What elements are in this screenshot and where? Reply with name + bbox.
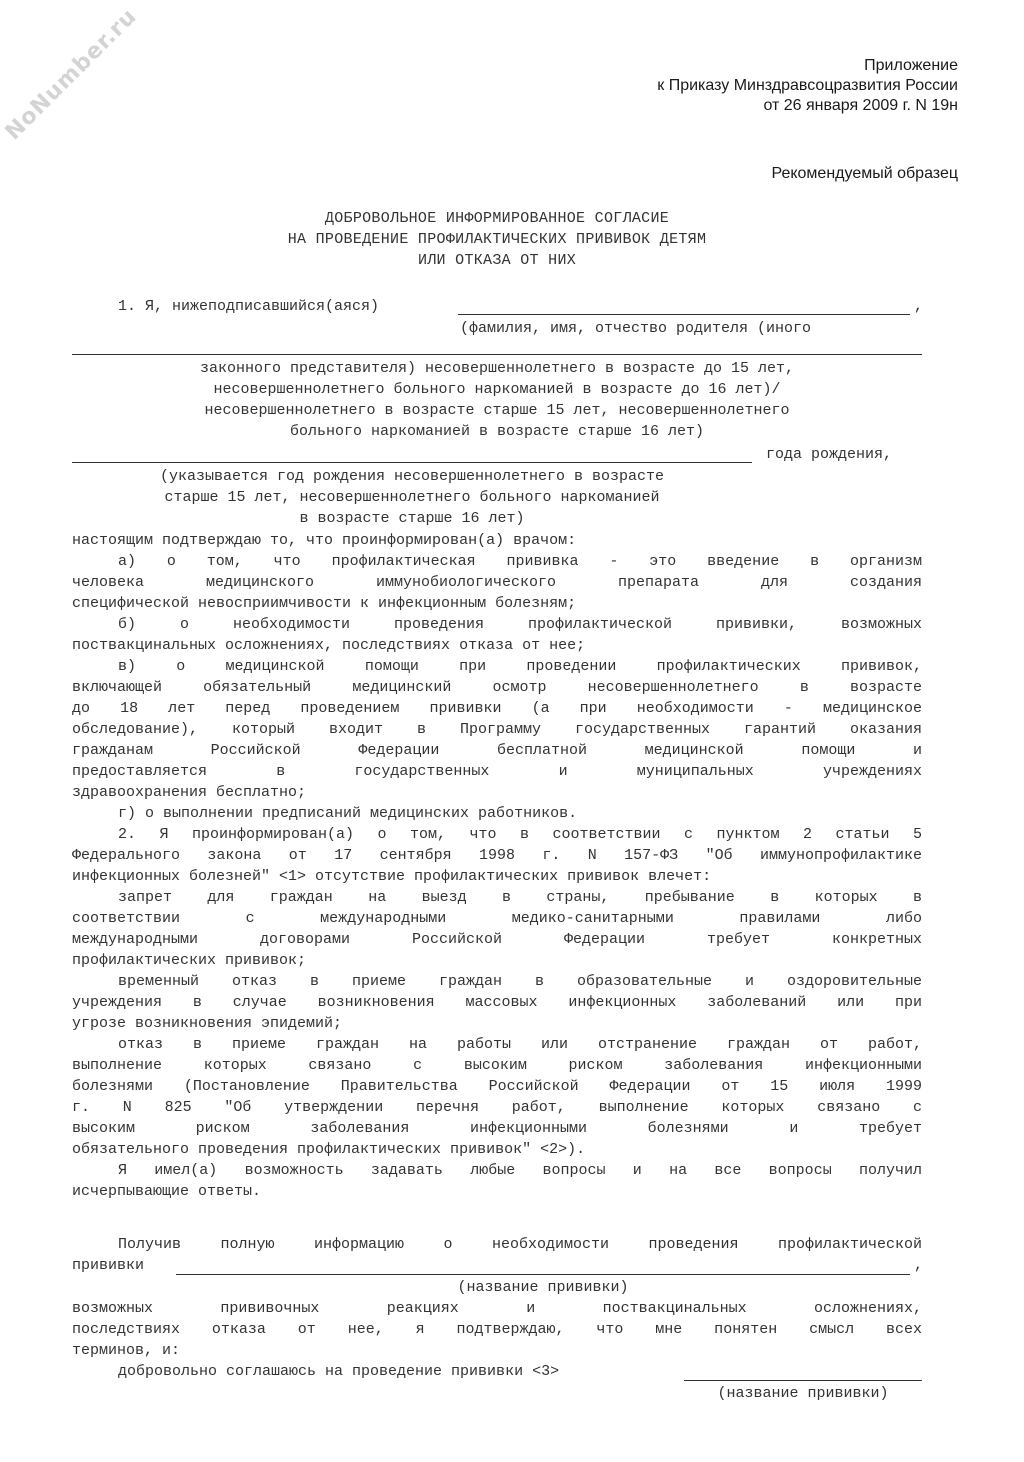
consent-vaccine-hint: (название прививки) — [717, 1385, 889, 1402]
item-a-3: специфической невосприимчивости к инфекционным болезням; — [72, 595, 577, 612]
hint-line-5: больного наркоманией в возрасте старше 16 лет) — [289, 423, 705, 440]
section2-line-1: 2. Я проинформирован(а) о том, что в соответствии с пунктом 2 статьи 5 — [118, 826, 922, 843]
temp-refusal-3: угрозе возникновения эпидемий; — [72, 1015, 343, 1032]
parent-name-field[interactable] — [458, 314, 910, 315]
item-b-2: поствакцинальных осложнениях, последствиях отказа от нее; — [72, 637, 586, 654]
questions-1: Я имел(а) возможность задавать любые вопросы и на все вопросы получил — [118, 1162, 922, 1179]
reactions-1: возможных прививочных реакциях и поствакцинальных осложнениях, — [72, 1300, 922, 1317]
item-g-1: г) о выполнении предписаний медицинских работников. — [118, 805, 578, 822]
document-title — [72, 208, 922, 271]
consent-vaccine-field[interactable] — [684, 1380, 922, 1381]
parent-name-hint: (фамилия, имя, отчество родителя (иного — [460, 320, 812, 337]
title-line-2: НА ПРОВЕДЕНИЕ ПРОФИЛАКТИЧЕСКИХ ПРИВИВОК ДЕТЯМ — [287, 231, 707, 248]
sample-label: Рекомендуемый образец — [771, 165, 958, 182]
reactions-2: последствиях отказа от нее, я подтверждаю, что мне понятен смысл всех — [72, 1321, 922, 1338]
work-refusal-6: обязательного проведения профилактических прививок" <2>). — [72, 1141, 586, 1158]
temp-refusal-1: временный отказ в приеме граждан в образовательные и оздоровительные — [118, 973, 922, 990]
section2-line-2: Федерального закона от 17 сентября 1998 г. N 157-ФЗ "Об иммунопрофилактике — [72, 847, 922, 864]
item-a-2: человека медицинского иммунобиологического препарата для создания — [72, 574, 922, 591]
work-refusal-1: отказ в приеме граждан на работы или отстранение граждан от работ, — [118, 1036, 922, 1053]
title-line-1: ДОБРОВОЛЬНОЕ ИНФОРМИРОВАННОЕ СОГЛАСИЕ — [324, 210, 670, 227]
document-header — [657, 56, 958, 116]
confirm-line: настоящим подтверждаю то, что проинформирован(а) врачом: — [72, 532, 577, 549]
section1-lead: 1. Я, нижеподписавшийся(аяся) — [118, 298, 380, 315]
item-v-3: до 18 лет перед проведением прививки (а при необходимости - медицинское — [72, 700, 922, 717]
consent-line: добровольно соглашаюсь на проведение прививки <3> — [118, 1363, 560, 1380]
item-v-1: в) о медицинской помощи при проведении профилактических прививок, — [118, 658, 922, 675]
parent-name-field-2[interactable] — [72, 354, 922, 355]
item-v-7: здравоохранения бесплатно; — [72, 784, 307, 801]
birth-year-field[interactable] — [72, 462, 752, 463]
item-v-2: включающей обязательный медицинский осмотр несовершеннолетнего в возрасте — [72, 679, 922, 696]
section2-line-3: инфекционных болезней" <1> отсутствие профилактических прививок влечет: — [72, 868, 712, 885]
watermark: NoNumber.ru — [0, 3, 143, 146]
work-refusal-5: высоким риском заболевания инфекционными болезнями и требует — [72, 1120, 922, 1137]
ban-travel-3: международными договорами Российской Федерации требует конкретных — [72, 931, 922, 948]
work-refusal-2: выполнение которых связано с высоким риском заболевания инфекционными — [72, 1057, 922, 1074]
item-b-1: б) о необходимости проведения профилактической прививки, возможных — [118, 616, 922, 633]
temp-refusal-2: учреждения в случае возникновения массовых инфекционных заболеваний или при — [72, 994, 922, 1011]
item-a-1: а) о том, что профилактическая прививка - это введение в организм — [118, 553, 922, 570]
hint-line-2: законного представителя) несовершеннолетнего в возрасте до 15 лет, — [199, 360, 795, 377]
work-refusal-4: г. N 825 "Об утверждении перечня работ, выполнение которых связано с — [72, 1099, 922, 1116]
item-v-6: предоставляется в государственных и муниципальных учреждениях — [72, 763, 922, 780]
item-v-4: обследование), который входит в Программу государственных гарантий оказания — [72, 721, 922, 738]
work-refusal-3: болезнями (Постановление Правительства Российской Федерации от 15 июля 1999 — [72, 1078, 922, 1095]
comma: , — [914, 298, 924, 315]
received-info-2: прививки — [72, 1257, 145, 1274]
reactions-3: терминов, и: — [72, 1342, 181, 1359]
header-order-ref: к Приказу Минздравсоцразвития России — [657, 77, 958, 94]
hint-line-3: несовершеннолетнего больного наркоманией в возрасте до 16 лет)/ — [213, 381, 781, 398]
vaccine-name-field[interactable] — [176, 1274, 910, 1275]
ban-travel-4: профилактических прививок; — [72, 952, 307, 969]
questions-2: исчерпывающие ответы. — [72, 1183, 262, 1200]
vaccine-name-hint: (название прививки) — [457, 1279, 629, 1296]
birth-hint-1: (указывается год рождения несовершеннолетнего в возрасте — [159, 468, 665, 485]
birth-year-label: года рождения, — [766, 446, 893, 463]
birth-hint-2: старше 15 лет, несовершеннолетнего больного наркоманией — [164, 489, 660, 506]
item-v-5: гражданам Российской Федерации бесплатной медицинской помощи и — [72, 742, 922, 759]
birth-hint-3: в возрасте старше 16 лет) — [299, 510, 525, 527]
received-info-1: Получив полную информацию о необходимости проведения профилактической — [118, 1236, 922, 1253]
ban-travel-2: соответствии с международными медико-санитарными правилами либо — [72, 910, 922, 927]
header-order-date: от 26 января 2009 г. N 19н — [763, 97, 958, 114]
header-appendix: Приложение — [864, 57, 958, 74]
hint-line-4: несовершеннолетнего в возрасте старше 15 лет, несовершеннолетнего — [204, 402, 790, 419]
ban-travel-1: запрет для граждан на выезд в страны, пребывание в которых в — [118, 889, 922, 906]
comma-2: , — [914, 1257, 924, 1274]
title-line-3: ИЛИ ОТКАЗА ОТ НИХ — [417, 252, 577, 269]
